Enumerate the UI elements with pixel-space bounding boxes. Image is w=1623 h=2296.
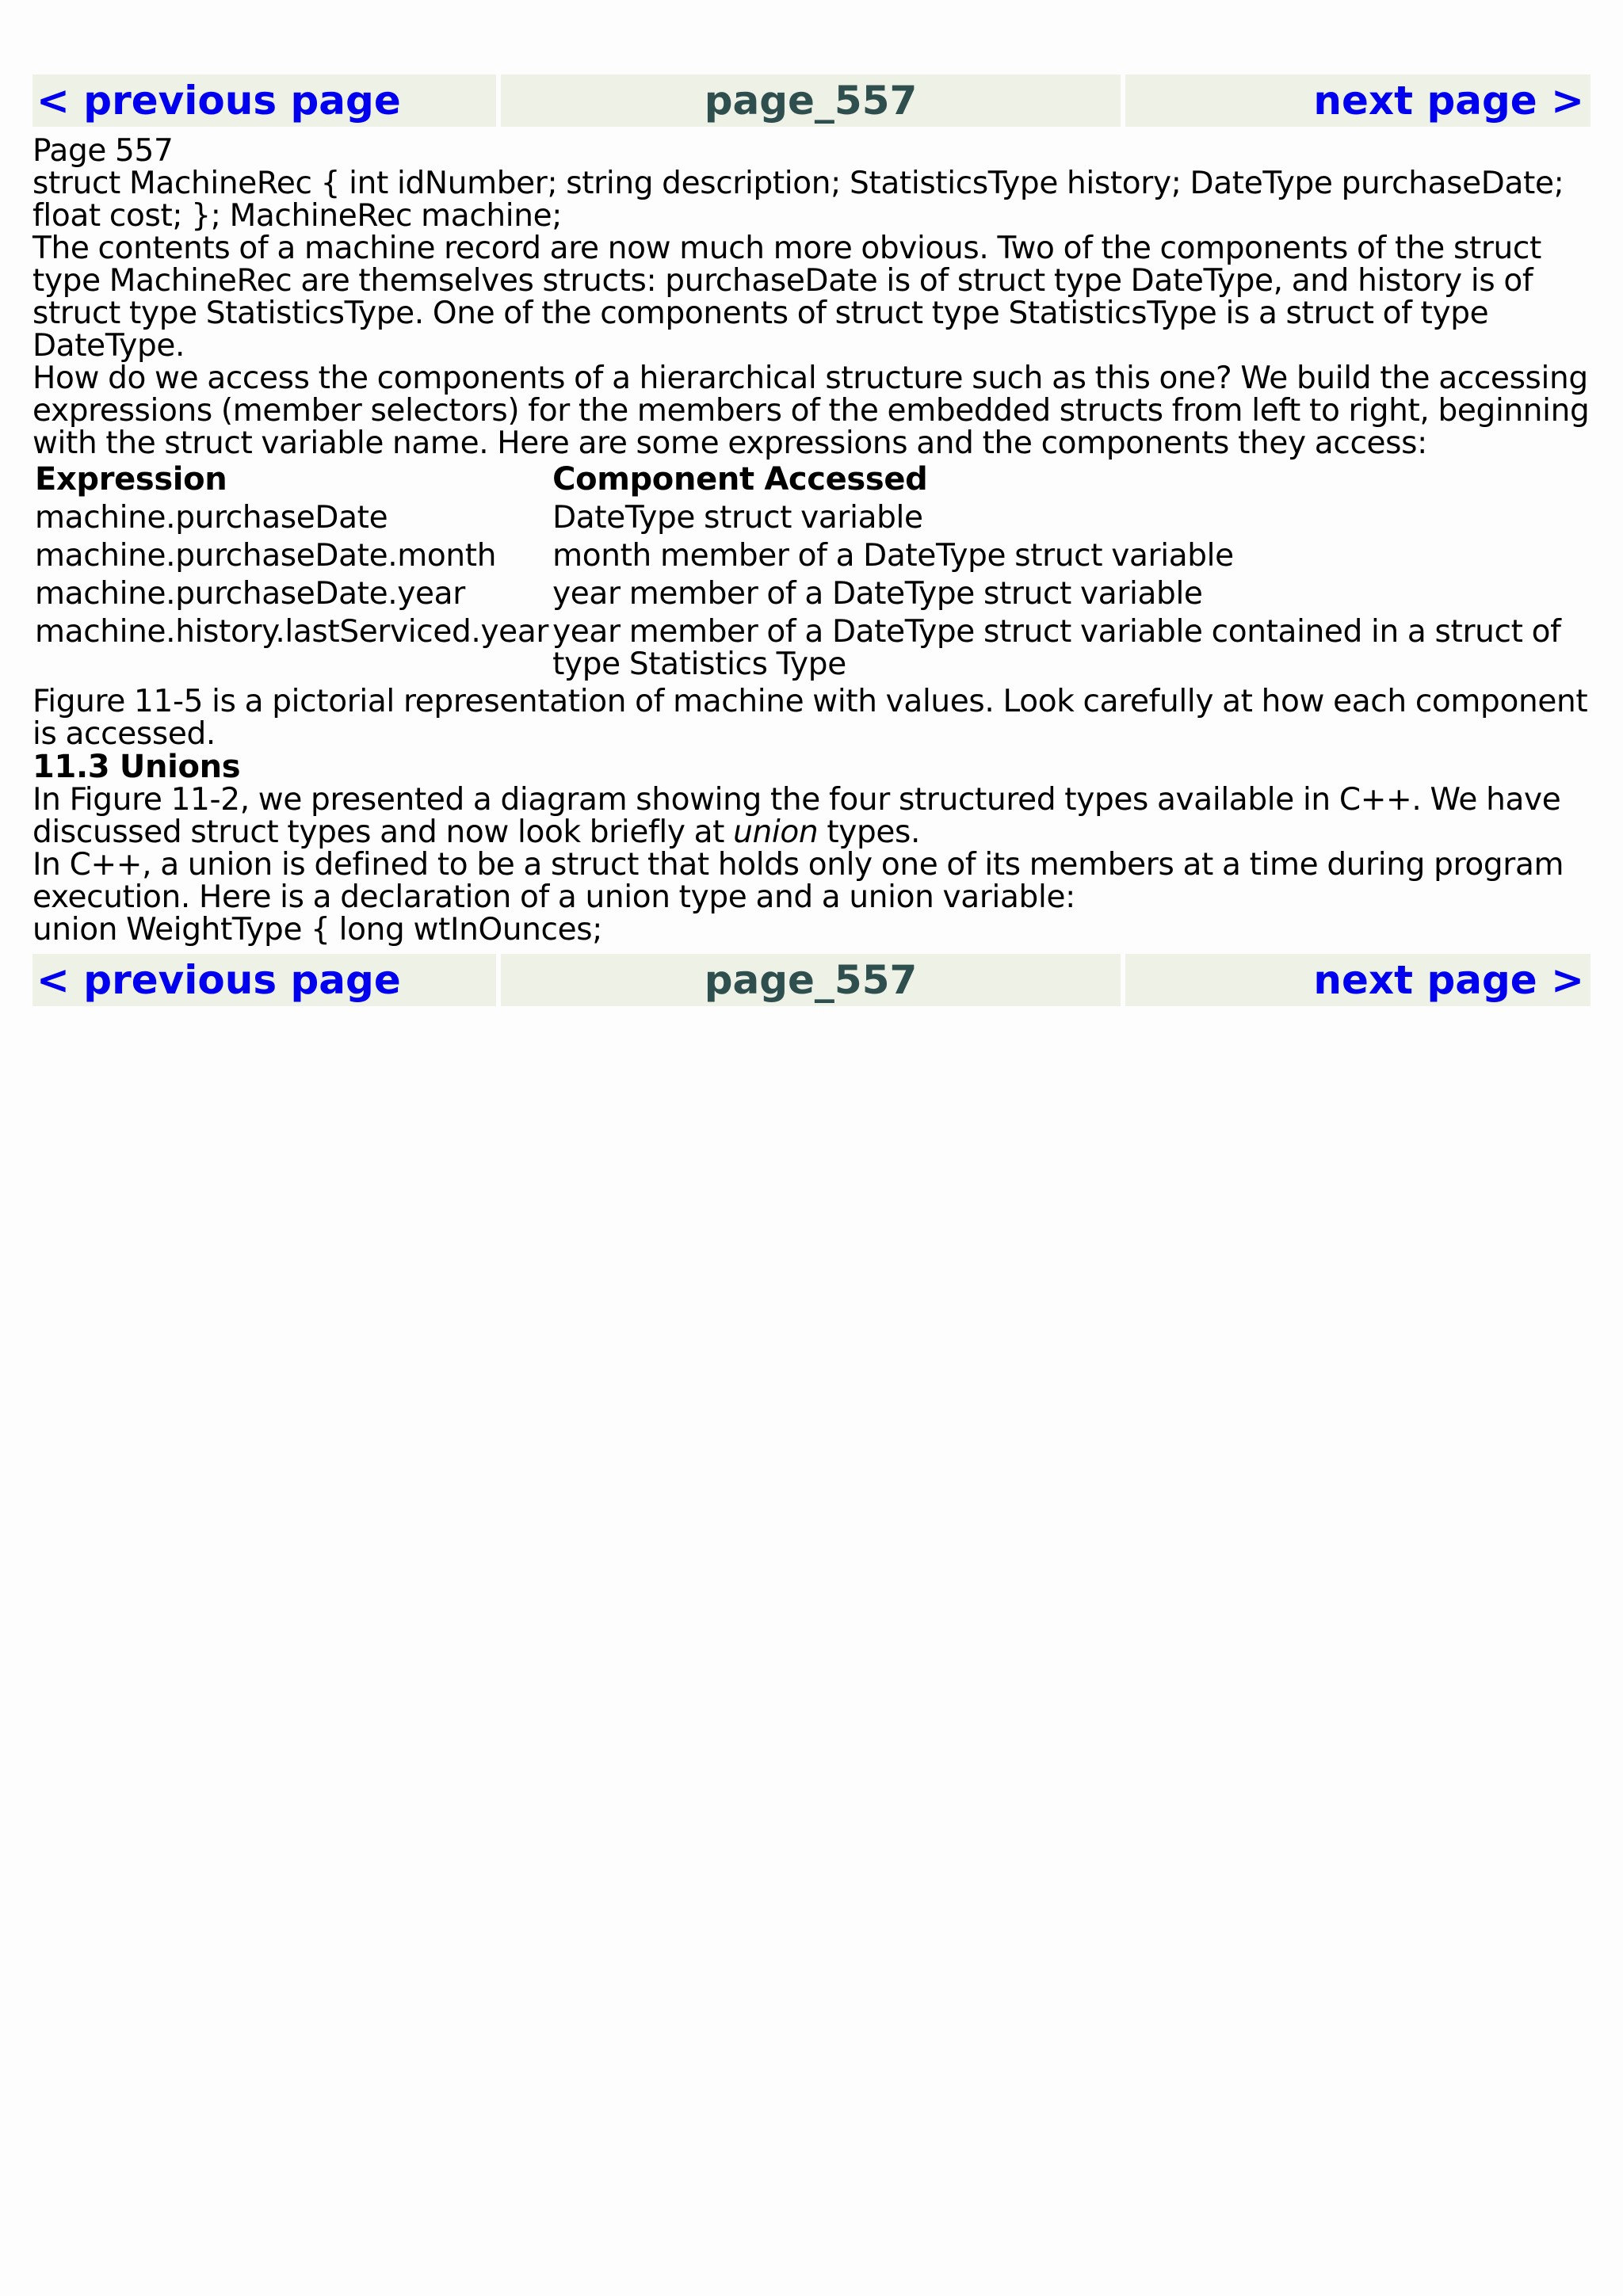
page-content xyxy=(32,127,1591,946)
next-page-cell xyxy=(1125,954,1591,1006)
previous-page-cell xyxy=(32,74,496,127)
header-component: Component Accessed xyxy=(552,461,928,498)
paragraph-figure: Figure 11-5 is a pictorial representation of machine with values. Look carefully at how each component is accessed. xyxy=(32,684,1588,752)
table-row xyxy=(33,537,1591,575)
table-header-row xyxy=(33,461,1591,499)
previous-page-link[interactable]: < previous page xyxy=(36,957,401,1003)
previous-page-cell xyxy=(32,954,496,1006)
table-row xyxy=(33,499,1591,537)
paragraph-contents: The contents of a machine record are now much more obvious. Two of the components of the struct type MachineRec are themselves structs: purchaseDate is of struct type DateType, and history is of struct type StatisticsType. One of the components of struct type StatisticsType is a struct of type DateType. xyxy=(32,231,1541,364)
expression-cell: machine.purchaseDate.month xyxy=(35,538,497,574)
page-number-line: Page 557 xyxy=(32,133,174,169)
bottom-navigation-bar xyxy=(32,954,1591,1006)
expression-cell: machine.history.lastServiced.year xyxy=(35,614,549,650)
paragraph-unions-intro xyxy=(32,784,1591,849)
component-cell: year member of a DateType struct variable contained in a struct of type Statistics Type xyxy=(552,614,1561,682)
page-label: page_557 xyxy=(501,954,1121,1006)
next-page-cell xyxy=(1125,74,1591,127)
component-cell: year member of a DateType struct variable xyxy=(552,576,1203,612)
top-navigation-bar xyxy=(32,74,1591,127)
paragraph-access: How do we access the components of a hierarchical structure such as this one? We build the accessing expressions (member selectors) for the members of the embedded structs from left to right, beginning with the struct variable name. Here are some expressions and the components they access: xyxy=(32,360,1590,461)
expression-cell: machine.purchaseDate xyxy=(35,500,388,536)
expression-table xyxy=(33,461,1591,684)
expression-cell: machine.purchaseDate.year xyxy=(35,576,465,612)
section-heading: 11.3 Unions xyxy=(32,749,241,785)
component-cell: DateType struct variable xyxy=(552,500,923,536)
table-row xyxy=(33,613,1591,684)
header-expression: Expression xyxy=(35,461,227,498)
union-declaration: union WeightType { long wtInOunces; xyxy=(32,912,603,948)
table-row xyxy=(33,575,1591,613)
next-page-link[interactable]: next page > xyxy=(1313,78,1584,124)
component-cell: month member of a DateType struct variable xyxy=(552,538,1234,574)
next-page-link[interactable]: next page > xyxy=(1313,957,1584,1003)
emphasis-union: union xyxy=(733,814,819,850)
paragraph-union-definition: In C++, a union is defined to be a struct that holds only one of its members at a time during program execution. Here is a declaration of a union type and a union variable: xyxy=(32,847,1564,915)
previous-page-link[interactable]: < previous page xyxy=(36,78,401,124)
text-run: types. xyxy=(818,814,921,850)
struct-declaration: struct MachineRec { int idNumber; string description; StatisticsType history; DateType purchaseDate; float cost; }; MachineRec machine; xyxy=(32,166,1564,234)
text-run: In Figure 11-2, we presented a diagram showing the four structured types available in C++. We have discussed struct types and now look briefly at xyxy=(32,782,1561,850)
page xyxy=(32,74,1591,1006)
page-label: page_557 xyxy=(501,74,1121,127)
